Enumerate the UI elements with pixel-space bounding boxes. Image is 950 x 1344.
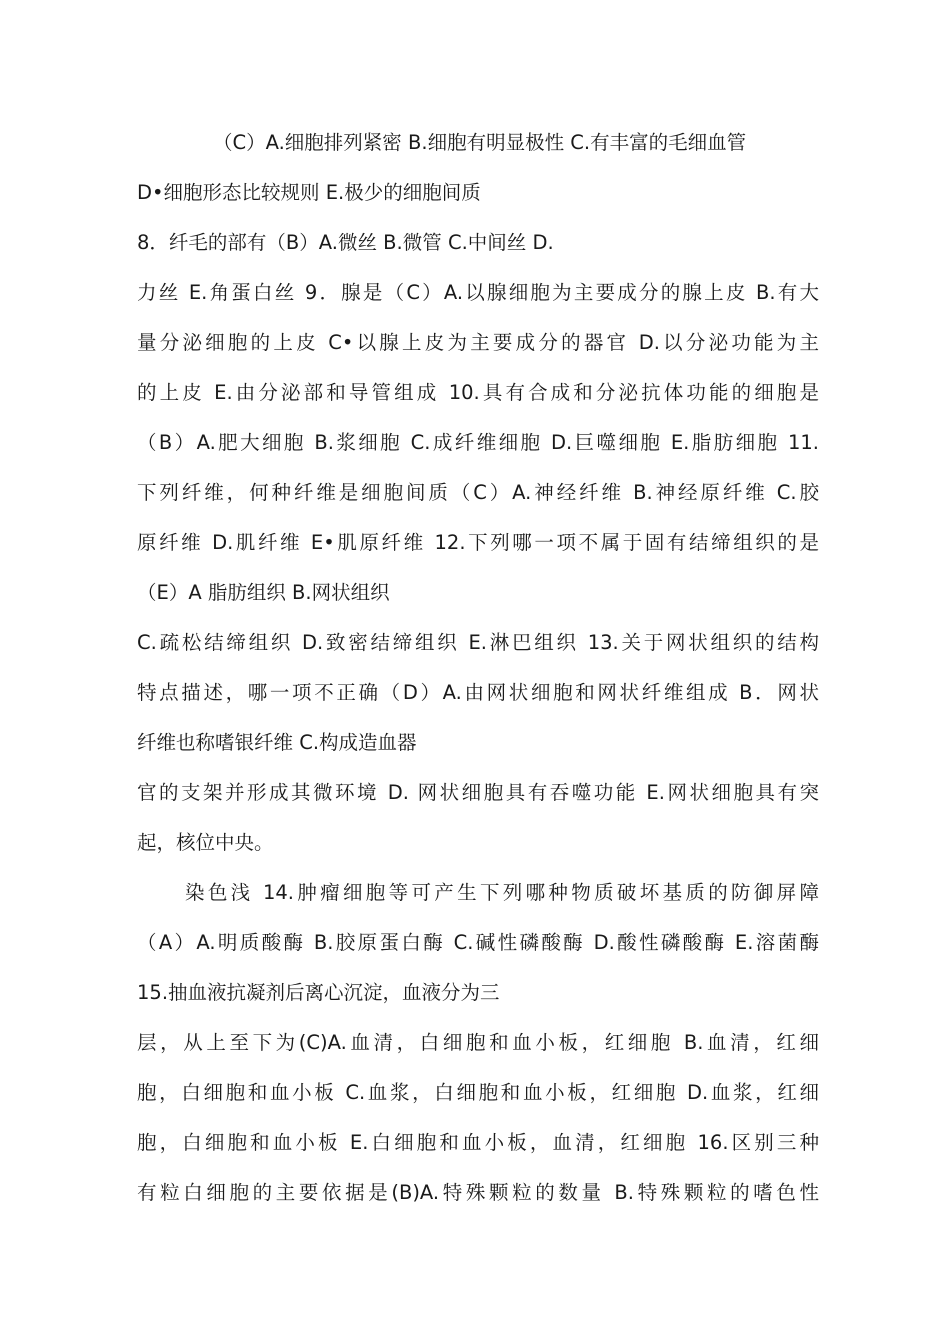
text-line: 染色浅 14.肿瘤细胞等可产生下列哪种物质破坏基质的防御屏障 — [185, 881, 819, 904]
text-line: （A）A.明质酸酶 B.胶原蛋白酶 C.碱性磷酸酶 D.酸性磷酸酶 E.溶菌酶 — [137, 931, 819, 954]
text-line: 的上皮 E.由分泌部和导管组成 10.具有合成和分泌抗体功能的细胞是 — [137, 381, 819, 404]
text-line: 特点描述，哪一项不正确（D）A.由网状细胞和网状纤维组成 B．网状 — [137, 681, 819, 704]
text-line: （B）A.肥大细胞 B.浆细胞 C.成纤维细胞 D.巨噬细胞 E.脂肪细胞 11. — [137, 431, 819, 454]
text-line: C.疏松结缔组织 D.致密结缔组织 E.淋巴组织 13.关于网状组织的结构 — [137, 631, 819, 654]
text-line: 层，从上至下为(C)A.血清，白细胞和血小板，红细胞 B.血清，红细 — [137, 1031, 819, 1054]
text-line: 15.抽血液抗凝剂后离心沉淀，血液分为三 — [137, 981, 500, 1004]
text-line: 原纤维 D.肌纤维 E•肌原纤维 12.下列哪一项不属于固有结缔组织的是 — [137, 531, 819, 554]
text-line: D•细胞形态比较规则 E.极少的细胞间质 — [137, 181, 481, 204]
document-body — [137, 118, 819, 1218]
text-line: 量分泌细胞的上皮 C•以腺上皮为主要成分的器官 D.以分泌功能为主 — [137, 331, 819, 354]
text-line: 下列纤维，何种纤维是细胞间质（C）A.神经纤维 B.神经原纤维 C.胶 — [137, 481, 819, 504]
text-line: （E）A 脂肪组织 B.网状组织 — [137, 581, 390, 604]
text-line: 胞，白细胞和血小板 E.白细胞和血小板，血清，红细胞 16.区别三种 — [137, 1131, 819, 1154]
text-line: 胞，白细胞和血小板 C.血浆，白细胞和血小板，红细胞 D.血浆，红细 — [137, 1081, 819, 1104]
text-line: 有粒白细胞的主要依据是(B)A.特殊颗粒的数量 B.特殊颗粒的嗜色性 — [137, 1181, 819, 1204]
text-line: 官的支架并形成其微环境 D. 网状细胞具有吞噬功能 E.网状细胞具有突 — [137, 781, 819, 804]
text-line: 8．纤毛的部有（B）A.微丝 B.微管 C.中间丝 D. — [137, 231, 554, 254]
text-line: 起，核位中央。 — [137, 831, 274, 854]
text-line: 纤维也称嗜银纤维 C.构成造血器 — [137, 731, 417, 754]
text-line: 力丝 E.角蛋白丝 9．腺是（C）A.以腺细胞为主要成分的腺上皮 B.有大 — [137, 281, 819, 304]
text-line: （C）A.细胞排列紧密 B.细胞有明显极性 C.有丰富的毛细血管 — [213, 131, 747, 154]
